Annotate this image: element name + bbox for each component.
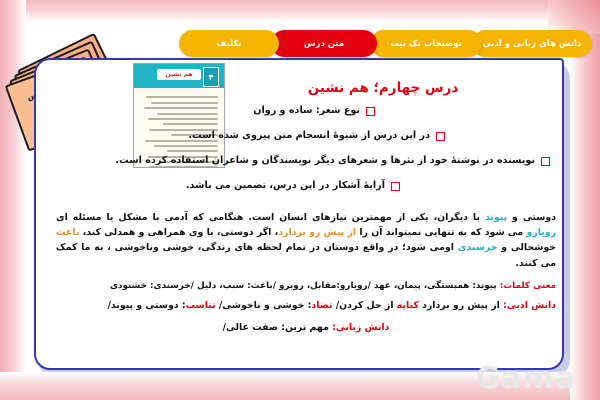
language-note <box>56 322 556 334</box>
literary-label: دانش ادبی: <box>503 300 556 311</box>
list-item <box>110 180 550 192</box>
paragraph-seg: با دیگران، یکی از مهمترین نیازهای انسان است. هنگامی که آدمی با مشکل یا مسئله ای <box>56 212 485 223</box>
page-corner-top-right <box>548 0 600 34</box>
literary-text: از حل کردن/ <box>332 300 397 311</box>
square-bullet-icon <box>366 107 375 116</box>
square-bullet-icon <box>541 157 550 166</box>
highlight-khorsandi: خرسندی <box>457 242 498 254</box>
paragraph-seg: ، اگر دوستی، با وی همراهی و همدلی کند، <box>79 227 279 239</box>
vocabulary-text: پیوند: همبستگی، پیمان، عهد /رویارو:مقابل، روبرو /باعث: سبب، دلیل /خرسندی: خشنودی <box>109 281 500 291</box>
list-item <box>110 155 550 167</box>
paragraph-seg: دوستی و <box>507 212 557 223</box>
square-bullet-icon <box>391 182 400 191</box>
vocabulary-label: معنی کلمات: <box>499 281 556 291</box>
tab-taklif[interactable] <box>179 30 279 57</box>
highlight-royaro: رویارو <box>526 227 557 239</box>
language-label: دانش زبانی: <box>332 322 390 333</box>
page-border-right <box>570 0 600 400</box>
tab-matn-dars[interactable] <box>271 30 377 57</box>
tab-label: تکلیف <box>216 38 242 49</box>
lesson-paragraph <box>56 210 556 271</box>
book-title: هم نشین <box>157 69 201 80</box>
page-title: درس چهارم؛ هم نشین <box>307 80 459 96</box>
list-item-text: آرایهٔ آشکار در این درس، تضمین می باشد. <box>185 179 385 191</box>
literary-text: : دوستی و پیوند/ <box>107 300 186 311</box>
literary-text: از پیش رو بردارد <box>418 300 504 311</box>
literary-term-tazad: تضاد <box>311 300 333 311</box>
tab-label: متن درس <box>303 38 345 49</box>
highlight-peyvand: پیوند <box>484 212 508 223</box>
vocabulary-note <box>56 281 556 292</box>
tab-label: توضیحات تک بیت <box>390 38 462 49</box>
literary-note <box>56 300 556 312</box>
highlight-baes: باعث <box>56 227 80 239</box>
highlight-az-pish-ro-bardarad: از پیش رو بردارد <box>278 227 357 239</box>
square-bullet-icon <box>436 132 445 141</box>
page-border-top <box>0 0 600 22</box>
tab-label: دانش های زبانی و ادبی <box>482 38 582 49</box>
list-item <box>110 130 550 142</box>
literary-text: : خوشی و ناخوشی/ <box>215 300 312 311</box>
literary-term-tanasob: تناسب <box>185 300 216 311</box>
literary-term-kenaye: کنایه <box>396 300 419 311</box>
tab-tozihat-tak-beit[interactable] <box>370 30 482 57</box>
list-item <box>110 105 550 117</box>
language-text: مهم ترین: صفت عالی/ <box>222 322 333 333</box>
list-item-text: در این درس از شیوهٔ انسجام متن پیروی شده است. <box>188 129 430 141</box>
paragraph-seg: می شود که به تنهایی نمیتواند آن را <box>356 227 527 239</box>
tab-bar <box>130 30 592 60</box>
list-item-text: نوع شعر: ساده و روان <box>253 105 360 116</box>
list-item-text: نویسنده در نوشتهٔ خود از نثرها و شعرهای دیگر نویسندگان و شاعران استفاده کرده است. <box>115 154 535 166</box>
paragraph-seg: خوشحالی و <box>497 242 556 254</box>
watermark-text: Gama <box>475 361 576 396</box>
chapter-number: ۴ <box>203 67 219 87</box>
bullet-list <box>110 105 550 205</box>
book-header <box>134 64 224 88</box>
tab-zabani-adabi[interactable] <box>472 30 592 57</box>
paragraph-seg: اومی شود؛ در واقع دوستان در تمام لحظه های زندگی، خوشی وناخوشی ، به ما کمک می کنند. <box>56 242 556 269</box>
watermark <box>476 361 576 396</box>
